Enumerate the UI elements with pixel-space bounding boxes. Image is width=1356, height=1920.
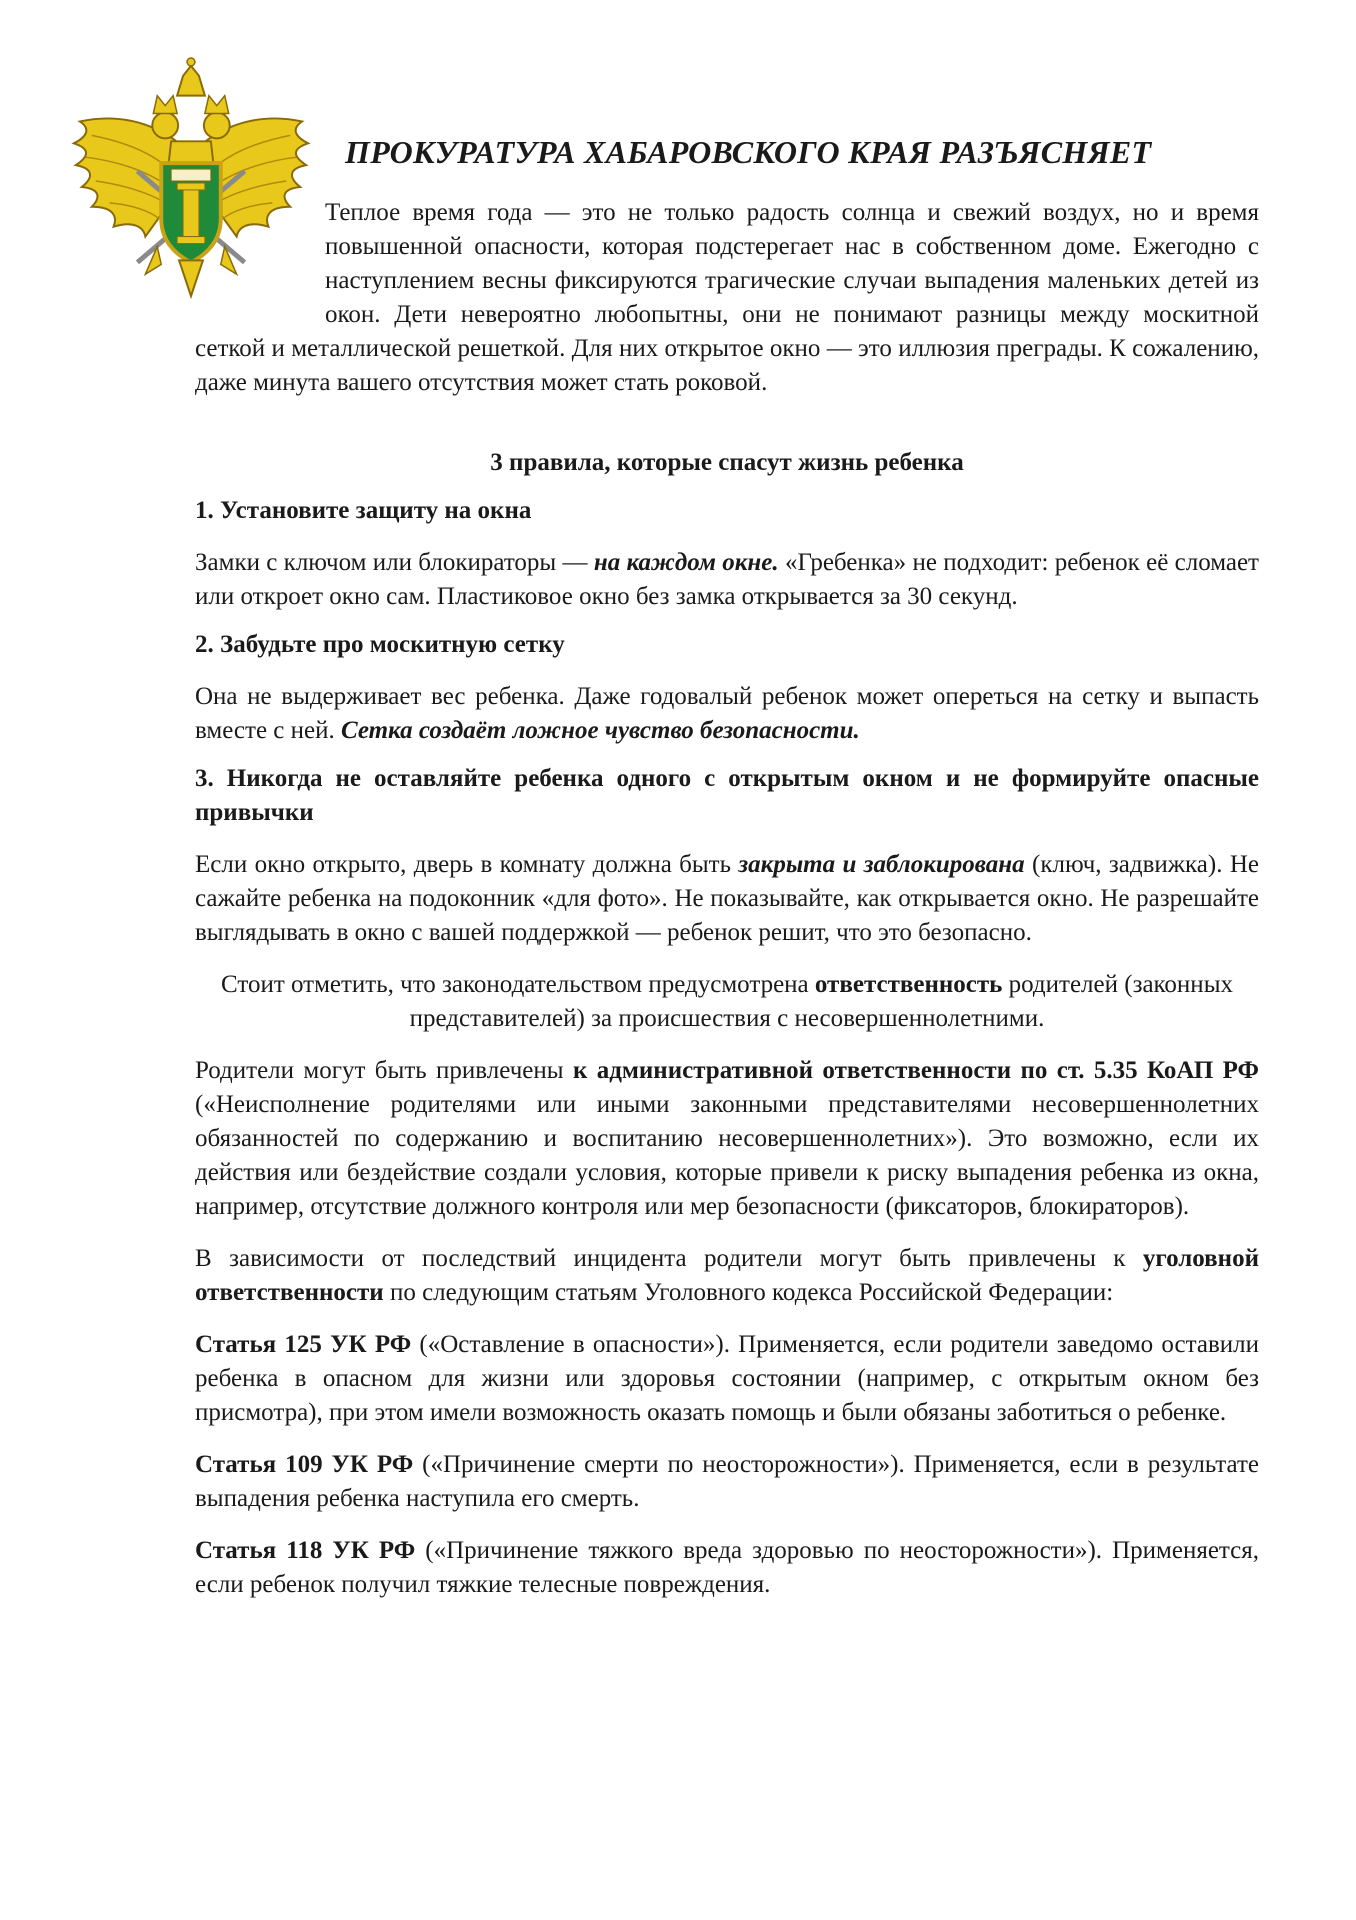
rule-1-heading: 1. Установите защиту на окна — [195, 497, 532, 524]
criminal-liability-paragraph: В зависимости от последствий инцидента родители могут быть привлечены к уголовной ответственности по следующим статьям Уголовного кодекса Российской Федерации: — [195, 1245, 1259, 1306]
article-109-paragraph: Статья 109 УК РФ («Причинение смерти по неосторожности»). Применяется, если в результате выпадения ребенка наступила его смерть. — [195, 1451, 1259, 1512]
rule-3-text: Если окно открыто, дверь в комнату должна быть закрыта и заблокирована (ключ, задвижка). Не сажайте ребенка на подоконник «для фото». Не показывайте, как открывается окно. Не разрешайте выглядывать в окно с вашей поддержкой — ребенок решит, что это безопасно. — [195, 851, 1260, 946]
article-118-paragraph: Статья 118 УК РФ («Причинение тяжкого вреда здоровью по неосторожности»). Применяется, если ребенок получил тяжкие телесные повреждения. — [195, 1537, 1259, 1598]
liability-note: Стоит отметить, что законодательством предусмотрена ответственность родителей (законных представителей) за происшествия с несовершеннолетними. — [221, 971, 1233, 1032]
rules-title: 3 правила, которые спасут жизнь ребенка — [490, 449, 964, 476]
administrative-liability-paragraph: Родители могут быть привлечены к административной ответственности по ст. 5.35 КоАП РФ («Неисполнение родителями или иными законными представителями несовершеннолетних обязанностей по содержанию и воспитанию несовершеннолетних»). Это возможно, если их действия или бездействие создали условия, которые привели к риску выпадения ребенка из окна, например, отсутствие должного контроля или мер безопасности (фиксаторов, блокираторов). — [195, 1057, 1260, 1220]
rule-1-text: Замки с ключом или блокираторы — на каждом окне. «Гребенка» не подходит: ребенок её сломает или откроет окно сам. Пластиковое окно без замка открывается за 30 секунд. — [195, 549, 1259, 610]
intro-paragraph: Теплое время года — это не только радость солнца и свежий воздух, но и время повышенной опасности, которая подстерегает нас в собственном доме. Ежегодно с наступлением весны фиксируются трагические случаи выпадения маленьких детей из окон. Дети невероятно любопытны, они не понимают разницы между москитной сеткой и металлической решеткой. Для них открытое окно — это иллюзия преграды. К сожалению, даже минута вашего отсутствия может стать роковой. — [195, 199, 1259, 396]
page-title: ПРОКУРАТУРА ХАБАРОВСКОГО КРАЯ РАЗЪЯСНЯЕТ — [345, 134, 1152, 170]
rule-3-heading: 3. Никогда не оставляйте ребенка одного с открытым окном и не формируйте опасные привычки — [195, 765, 1259, 826]
rule-2-heading: 2. Забудьте про москитную сетку — [195, 631, 565, 658]
article-125-paragraph: Статья 125 УК РФ («Оставление в опасности»). Применяется, если родители заведомо оставили ребенка в опасном для жизни или здоровья состоянии (например, с открытым окном без присмотра), при этом имели возможность оказать помощь и были обязаны заботиться о ребенке. — [195, 1331, 1259, 1426]
document-body — [195, 446, 1259, 1602]
rule-2-text: Она не выдерживает вес ребенка. Даже годовалый ребенок может опереться на сетку и выпасть вместе с ней. Сетка создаёт ложное чувство безопасности. — [195, 683, 1259, 744]
